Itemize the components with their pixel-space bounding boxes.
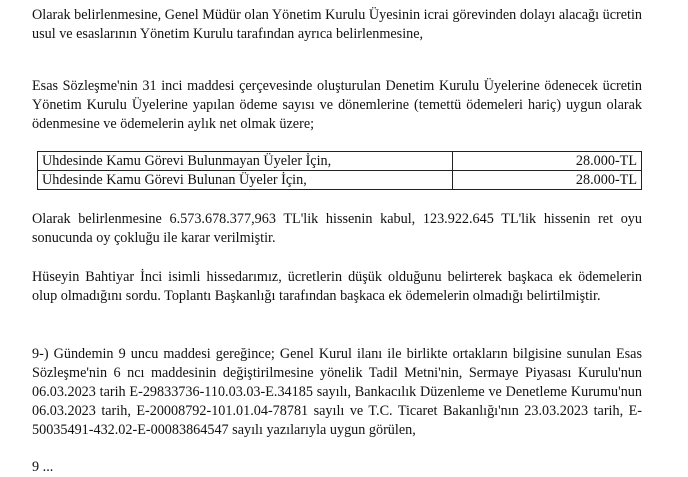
paragraph-text: Olarak belirlenmesine 6.573.678.377,963 TL'lik hissenin kabul, 123.922.645 TL'lik hissenin ret oyu sonucunda oy çokluğu ile karar verilmiştir.: [32, 211, 642, 246]
paragraph-text: Hüseyin Bahtiyar İnci isimli hissedarımız, ücretlerin düşük olduğunu belirterek başkaca ek ödemelerin olup olmadığını sordu. Toplantı Başkanlığı tarafından başkaca ek ödemelerin olmadığı belirtilmiştir.: [32, 269, 642, 304]
fee-amount-cell: 28.000-TL: [453, 152, 642, 171]
paragraph-vote-result: [32, 210, 642, 248]
paragraph-audit-board-fees: [32, 77, 642, 134]
fee-table: [37, 151, 642, 190]
table-row: [38, 152, 642, 171]
fee-label-cell: Uhdesinde Kamu Görevi Bulunmayan Üyeler İçin,: [38, 152, 453, 171]
paragraph-cut-off: [32, 458, 642, 477]
paragraph-agenda-item-9: [32, 345, 642, 440]
paragraph-text: 9 ...: [32, 459, 54, 475]
table-row: [38, 171, 642, 190]
paragraph-text: Esas Sözleşme'nin 31 inci maddesi çerçevesinde oluşturulan Denetim Kurulu Üyelerine ödenecek ücretin Yönetim Kurulu Üyelerine yapılan ödeme sayısı ve dönemlerine (temettü ödemeleri hariç) uygun olarak ödenmesine ve ödemelerin aylık net olmak üzere;: [32, 78, 642, 132]
fee-label-cell: Uhdesinde Kamu Görevi Bulunan Üyeler İçin,: [38, 171, 453, 190]
fee-amount-cell: 28.000-TL: [453, 171, 642, 190]
paragraph-text: 9-) Gündemin 9 uncu maddesi gereğince; Genel Kurul ilanı ile birlikte ortakların bilgisine sunulan Esas Sözleşme'nin 6 ncı maddesinin değiştirilmesine yönelik Tadil Metni'nin, Sermaye Piyasası Kurulu'nun 06.03.2023 tarih E-29833736-110.03.03-E.34185 sayılı, Bankacılık Düzenleme ve Denetleme Kurumu'nun 06.03.2023 tarih, E-20008792-101.01.04-78781 sayılı ve T.C. Ticaret Bakanlığı'nın 23.03.2023 tarih, E-50035491-432.02-E-00083864547 sayılı yazılarıyla uygun görülen,: [32, 346, 642, 438]
paragraph-fee-determination: [32, 6, 642, 44]
paragraph-text: Olarak belirlenmesine, Genel Müdür olan Yönetim Kurulu Üyesinin icrai görevinden dolayı alacağı ücretin usul ve esaslarının Yönetim Kurulu tarafından ayrıca belirlenmesine,: [32, 7, 642, 42]
paragraph-shareholder-question: [32, 268, 642, 306]
